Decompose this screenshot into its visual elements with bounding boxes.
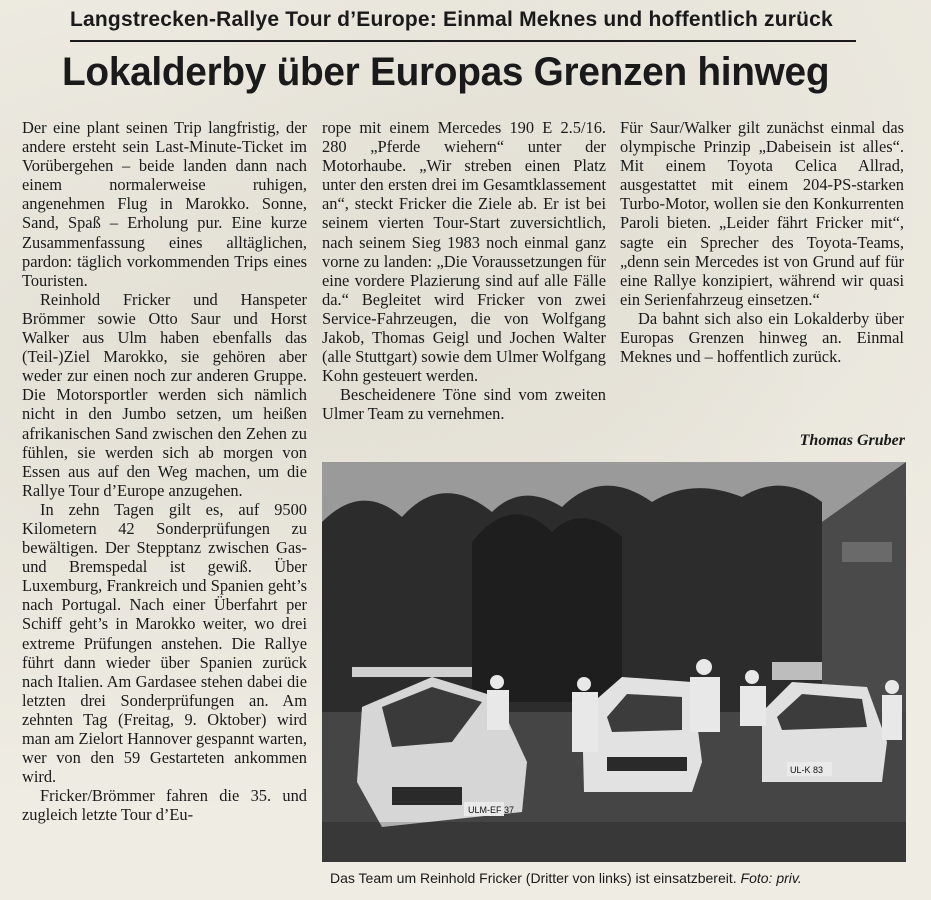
- kicker-rule: [70, 40, 856, 42]
- license-plate-right: UL-K 83: [790, 765, 824, 775]
- photo-caption: [330, 870, 910, 886]
- license-plate-left: ULM-EF 37: [468, 805, 515, 815]
- paragraph: Reinhold Fricker und Hanspeter Brömmer sowie Otto Saur und Horst Walker aus Ulm haben ebenfalls das (Teil-)Ziel Marokko, sie gehören aber weder zur einen noch zur anderen Gruppe. Die Motorsportler werden sich nämlich nicht in den Jumbo setzen, um heißen afrikanischen Sand zwischen den Zehen zu fühlen, sie werden sich ab morgen von Essen aus auf den Weg machen, um die Rallye Tour d’Europe anzugehen.: [22, 289, 307, 500]
- paragraph: Für Saur/Walker gilt zunächst einmal das olympische Prinzip „Dabeisein ist alles“. Mit einem Toyota Celica Allrad, ausgestattet mit einem 204-PS-starken Turbo-Motor, wollen sie den Konkurrenten Paroli bieten. „Leider fährt Fricker mit“, sagte ein Sprecher des Toyota-Teams, „denn sein Mercedes ist von Grund auf für eine Rallye konzipiert, während wir quasi ein Serienfahrzeug einsetzen.“: [620, 118, 904, 309]
- text-column-2: [322, 118, 606, 456]
- photo-credit: Foto: priv.: [740, 870, 802, 886]
- caption-text: Das Team um Reinhold Fricker (Dritter von links) ist einsatzbereit.: [330, 870, 737, 886]
- paragraph: rope mit einem Mercedes 190 E 2.5/16. 280 „Pferde wiehern“ unter der Motorhaube. „Wir streben einen Platz unter den ersten drei im Gesamtklassement an“, steckt Fricker die Ziele ab. Er ist bei seinem vierten Tour-Start zuversichtlich, nach seinem Sieg 1983 noch einmal ganz vorne zu landen: „Die Voraussetzungen für eine vordere Plazierung sind auf alle Fälle da.“ Begleitet wird Fricker von zwei Service-Fahrzeugen, die von Wolfgang Jakob, Thomas Geigl und Jochen Walter (alle Stuttgart) sowie dem Ulmer Wolfgang Kohn gesteuert werden.: [322, 118, 606, 386]
- paragraph: Bescheidenere Töne sind vom zweiten Ulmer Team zu vernehmen.: [322, 385, 606, 424]
- text-column-3: [620, 118, 904, 440]
- paragraph: In zehn Tagen gilt es, auf 9500 Kilometern 42 Sonderprüfungen zu bewältigen. Der Stepptanz zwischen Gas- und Bremspedal ist gewiß. Über Luxemburg, Frankreich und Spanien geht’s nach Portugal. Nach einer Überfahrt per Schiff geht’s in Marokko weiter, wo drei extreme Prüfungen anstehen. Die Rallye führt dann wieder über Spanien zurück nach Italien. Am Gardasee stehen dabei die letzten drei Sonderprüfungen an. Am zehnten Tag (Freitag, 9. Oktober) wird man am Zielort Hannover gespannt warten, wer von den 59 Gestarteten ankommen wird.: [22, 499, 307, 787]
- paragraph: Fricker/Brömmer fahren die 35. und zugleich letzte Tour d’Eu-: [22, 786, 307, 825]
- paragraph: Da bahnt sich also ein Lokalderby über Europas Grenzen hinweg an. Einmal Meknes und – hoffentlich zurück.: [620, 308, 904, 367]
- paragraph: Der eine plant seinen Trip langfristig, der andere ersteht sein Last-Minute-Ticket im Vorübergehen – beide landen dann nach einem normalerweise ruhigen, angenehmen Flug in Marokko. Sonne, Sand, Spaß – Erholung pur. Eine kurze Zusammenfassung eines alltäglichen, pardon: täglich vorkommenden Trips eines Touristen.: [22, 118, 307, 290]
- team-photo: [322, 462, 906, 862]
- article-kicker: Langstrecken-Rallye Tour d’Europe: Einmal Meknes und hoffentlich zurück: [70, 8, 833, 31]
- text-column-1: [22, 118, 307, 896]
- article-headline: Lokalderby über Europas Grenzen hinweg: [62, 50, 830, 94]
- author-byline: Thomas Gruber: [799, 432, 905, 449]
